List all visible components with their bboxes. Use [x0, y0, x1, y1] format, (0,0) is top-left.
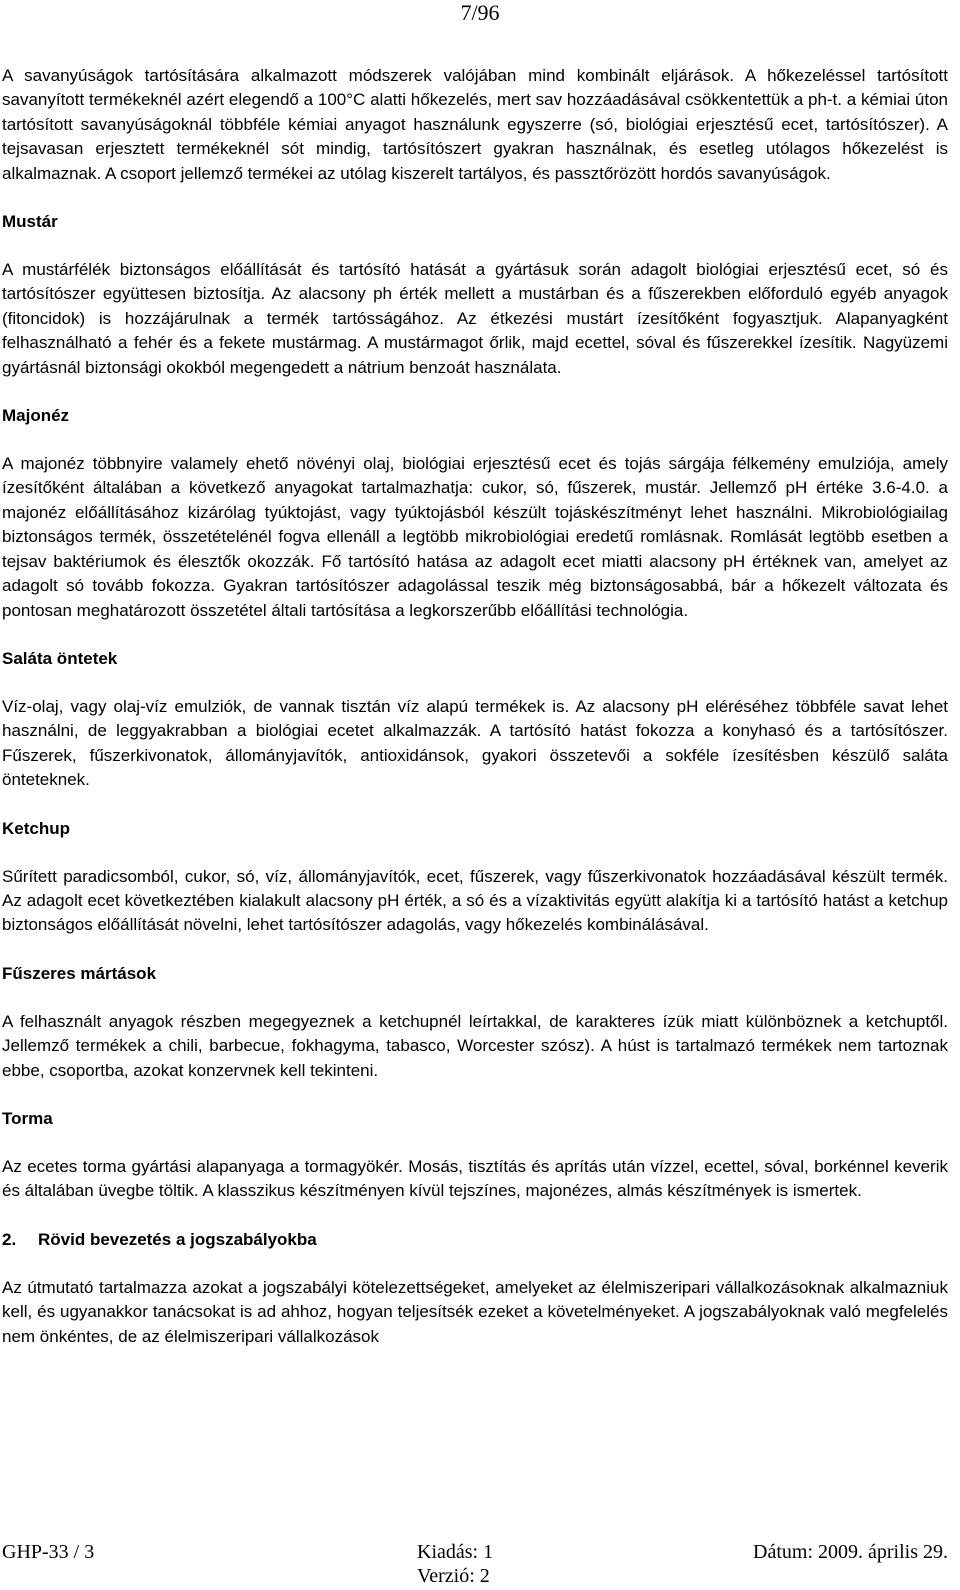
chapter-number: 2. — [2, 1229, 17, 1249]
section-paragraph-fuszeres: A felhasznált anyagok részben megegyeznek a ketchupnél leírtakkal, de karakteres ízük miatt különböznek a ketchuptől. Jellemző termékek a chili, barbecue, fokhagyma, tabasco, Worcester szósz). A húst is tartalmazó termékek nem tartoznak ebbe, csoportba, azokat konzervnek kell tekinteni. — [2, 1011, 948, 1080]
section-paragraph-torma: Az ecetes torma gyártási alapanyaga a tormagyökér. Mosás, tisztítás és aprítás után vízzel, ecettel, sóval, borkénnel keverik és általában üvegbe töltik. A klasszikus készítményen kívül tejszínes, majonézes, almás készítmények is ismertek. — [2, 1156, 948, 1201]
section-heading-torma: Torma — [2, 1108, 53, 1128]
section-heading-ketchup: Ketchup — [2, 818, 70, 838]
chapter-title: Rövid bevezetés a jogszabályokba — [38, 1229, 317, 1249]
section-paragraph-salata: Víz-olaj, vagy olaj-víz emulziók, de vannak tisztán víz alapú termékek is. Az alacsony pH eléréséhez többféle savat lehet használni, de leggyakrabban a biológiai ecetet alkalmazzák. A tartósító hatást fokozza a konyhasó és a tartósítószer. Fűszerek, fűszerkivonatok, állományjavítók, antioxidánsok, gyakori összetevői a sokféle ízesítésben készülő saláta önteteknek. — [2, 696, 948, 790]
chapter-paragraph: Az útmutató tartalmazza azokat a jogszabályi kötelezettségeket, amelyeket az élelmiszeripari vállalkozásoknak alkalmazniuk kell, és ugyanakkor tanácsokat is ad ahhoz, hogyan teljesítsék ezeket a követelményeket. A jogszabályoknak való megfelelés nem önkéntes, de az élelmiszeripari vállalkozások — [2, 1277, 948, 1346]
document-body — [2, 64, 948, 1349]
footer-version: Verzió: 2 — [417, 1565, 490, 1587]
section-paragraph-mustar: A mustárfélék biztonságos előállítását és tartósító hatását a gyártásuk során adagolt biológiai erjesztésű ecet, só és tartósítószer együttesen biztosítja. Az alacsony ph érték mellett a mustárban és a fűszerekben előforduló egyéb anyagok (fitoncidok) is hozzájárulnak a termék tartósságához. Az étkezési mustárt ízesítőként fogyasztjuk. Alapanyagként felhasználható a fehér és a fekete mustármag. A mustármagot őrlik, majd ecettel, sóval és fűszerekkel ízesítik. Nagyüzemi gyártásnál biztonsági okokból megengedett a nátrium benzoát használata. — [2, 260, 948, 377]
chapter-heading — [2, 1228, 948, 1252]
intro-paragraph: A savanyúságok tartósítására alkalmazott módszerek valójában mind kombinált eljárások. A hőkezeléssel tartósított savanyított termékeknél azért elegendő a 100°C alatti hőkezelés, mert sav hozzáadásával csökkentettük a ph-t. a kémiai úton tartósított savanyúságoknál többféle kémiai anyagot használunk egyszerre (só, biológiai erjesztésű ecet, tartósítószer). A tejsavasan erjesztett termékeknél sót mindig, tartósítószert gyakran használnak, és esetleg utólagos hőkezelést is alkalmaznak. A csoport jellemző termékei az utólag kiszerelt tartályos, és passztőrözött hordós savanyúságok. — [2, 66, 948, 183]
section-heading-mustar: Mustár — [2, 212, 58, 232]
footer-issue: Kiadás: 1 — [417, 1541, 494, 1563]
section-heading-majonez: Majonéz — [2, 406, 70, 426]
section-paragraph-ketchup: Sűrített paradicsomból, cukor, só, víz, állományjavítók, ecet, fűszerek, vagy fűszerkivonatok hozzáadásával készült termék. Az adagolt ecet következtében kialakult alacsony pH érték, a só és a vízaktivitás együtt alakítja ki a tartósító hatást a ketchup biztonságos előállítását növelni, lehet tartósítószer adagolás, vagy hőkezelés kombinálásával. — [2, 866, 948, 935]
section-heading-salata: Saláta öntetek — [2, 648, 118, 668]
page-number: 7/96 — [460, 0, 500, 25]
footer-date: Dátum: 2009. április 29. — [753, 1541, 948, 1563]
footer-document-code: GHP-33 / 3 — [2, 1541, 95, 1563]
section-heading-fuszeres: Fűszeres mártások — [2, 963, 157, 983]
section-paragraph-majonez: A majonéz többnyire valamely ehető növényi olaj, biológiai erjesztésű ecet és tojás sárgája félkemény emulziója, amely ízesítőként általában a következő anyagokat tartalmazhatja: cukor, só, fűszerek, mustár. Jellemző pH értéke 3.6-4.0. a majonéz előállításához kizárólag tyúktojást, vagy tyúktojásból készült tojáskészítményt lehet használni. Mikrobiológiailag biztonságos termék, összetételénél fogva ellenáll a legtöbb mikrobiológiai eredetű romlásnak. Romlását legtöbb esetben a tejsav baktériumok és élesztők okozzák. Fő tartósító hatása az adagolt ecet miatti alacsony pH értéknek van, amelyet az adagolt só tovább fokozza. Gyakran tartósítószer adagolással teszik még biztonságosabbá, bár a hőkezelt változata és pontosan meghatározott összetétel általi tartósítása a legkorszerűbb előállítási technológia. — [2, 454, 948, 620]
